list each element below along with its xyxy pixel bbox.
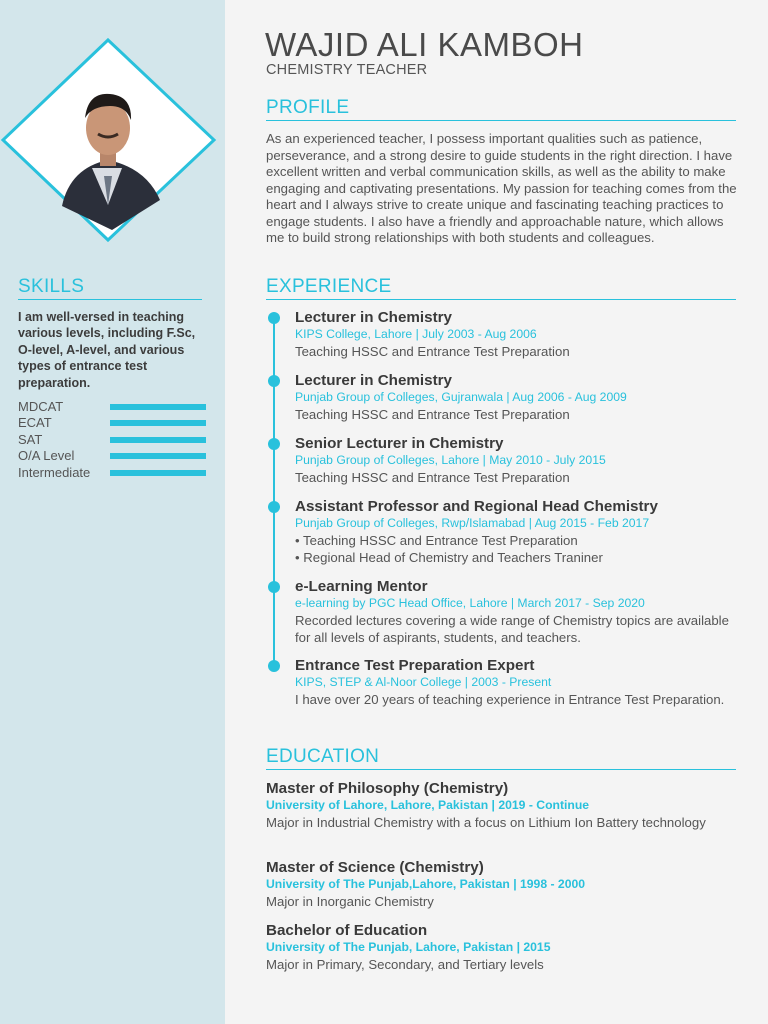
timeline-dot <box>268 438 280 450</box>
job-meta: KIPS College, Lahore | July 2003 - Aug 2006 <box>295 327 537 341</box>
profile-text: As an experienced teacher, I possess important qualities such as patience, perseverance, and a strong desire to guide students in the right direction. I have excellent written and verbal communication skills, as well as the ability to make engaging and captivating presentations. My passion for teaching comes from the heart and I always strive to create unique and fascinating teaching practices to engage students. I also have a friendly and approachable nature, which allows me to build strong relationships with both students and colleagues. <box>266 131 737 245</box>
job-desc: I have over 20 years of teaching experience in Entrance Test Preparation. <box>295 692 725 707</box>
job-title: Lecturer in Chemistry <box>295 372 452 389</box>
timeline-dot <box>268 312 280 324</box>
degree-title: Master of Science (Chemistry) <box>266 859 484 876</box>
job-title: e-Learning Mentor <box>295 578 428 595</box>
skills-intro: I am well-versed in teaching various levels, including F.Sc, O-level, A-level, and various types of entrance test preparation. <box>18 310 196 390</box>
degree-meta: University of Lahore, Lahore, Pakistan | 2019 - Continue <box>266 798 590 812</box>
timeline-line <box>273 318 275 666</box>
job-meta: KIPS, STEP & Al-Noor College | 2003 - Present <box>295 675 552 689</box>
profile-photo-frame <box>0 30 225 250</box>
degree-desc: Major in Industrial Chemistry with a focus on Lithium Ion Battery technology <box>266 815 706 830</box>
degree-meta: University of The Punjab, Lahore, Pakistan | 2015 <box>266 940 551 954</box>
job-desc: Teaching HSSC and Entrance Test Preparation <box>295 407 570 422</box>
degree-desc: Major in Inorganic Chemistry <box>266 894 434 909</box>
job-title: Entrance Test Preparation Expert <box>295 657 535 674</box>
job-desc: Recorded lectures covering a wide range of Chemistry topics are available for all levels of aspirants, students, and teachers. <box>295 613 729 645</box>
timeline-dot <box>268 581 280 593</box>
experience-item <box>295 498 735 566</box>
skill-bar <box>110 437 206 443</box>
profile-photo <box>0 30 225 250</box>
skill-label: SAT <box>18 432 43 447</box>
skill-row <box>18 448 206 464</box>
degree-meta: University of The Punjab,Lahore, Pakistan | 1998 - 2000 <box>266 877 586 891</box>
job-meta: e-learning by PGC Head Office, Lahore | March 2017 - Sep 2020 <box>295 596 645 610</box>
education-item <box>266 922 736 974</box>
job-desc: Teaching HSSC and Entrance Test Preparation <box>295 470 570 485</box>
skill-bar <box>110 470 206 476</box>
education-item <box>266 780 736 832</box>
job-desc: Teaching HSSC and Entrance Test Preparation <box>295 344 570 359</box>
job-meta: Punjab Group of Colleges, Gujranwala | Aug 2006 - Aug 2009 <box>295 390 627 404</box>
skills-heading: SKILLS <box>18 276 202 300</box>
job-title-subtitle: CHEMISTRY TEACHER <box>266 62 428 78</box>
skill-bar <box>110 420 206 426</box>
job-meta: Punjab Group of Colleges, Lahore | May 2010 - July 2015 <box>295 453 606 467</box>
job-title: Senior Lecturer in Chemistry <box>295 435 504 452</box>
skill-bar <box>110 404 206 410</box>
experience-item <box>295 435 735 487</box>
job-bullet: • Teaching HSSC and Entrance Test Preparation <box>295 533 578 548</box>
experience-item <box>295 309 735 361</box>
skill-row <box>18 415 206 431</box>
skill-row <box>18 465 206 481</box>
person-name: WAJID ALI KAMBOH <box>265 26 584 63</box>
job-title: Assistant Professor and Regional Head Chemistry <box>295 498 658 515</box>
experience-item <box>295 657 735 709</box>
experience-heading: EXPERIENCE <box>266 276 736 300</box>
education-item <box>266 859 736 911</box>
skill-label: MDCAT <box>18 399 64 414</box>
timeline-dot <box>268 501 280 513</box>
degree-title: Master of Philosophy (Chemistry) <box>266 780 509 797</box>
skill-label: Intermediate <box>18 465 91 480</box>
job-meta: Punjab Group of Colleges, Rwp/Islamabad | Aug 2015 - Feb 2017 <box>295 516 650 530</box>
skill-bar <box>110 453 206 459</box>
degree-title: Bachelor of Education <box>266 922 428 939</box>
skill-row <box>18 432 206 448</box>
experience-item <box>295 578 735 646</box>
education-heading: EDUCATION <box>266 746 736 770</box>
skill-row <box>18 399 206 415</box>
degree-desc: Major in Primary, Secondary, and Tertiary levels <box>266 957 544 972</box>
timeline-dot <box>268 375 280 387</box>
profile-heading: PROFILE <box>266 97 736 121</box>
skill-label: O/A Level <box>18 448 75 463</box>
experience-item <box>295 372 735 424</box>
timeline-dot <box>268 660 280 672</box>
job-title: Lecturer in Chemistry <box>295 309 452 326</box>
job-bullet: • Regional Head of Chemistry and Teachers Traniner <box>295 549 603 565</box>
skill-label: ECAT <box>18 415 52 430</box>
